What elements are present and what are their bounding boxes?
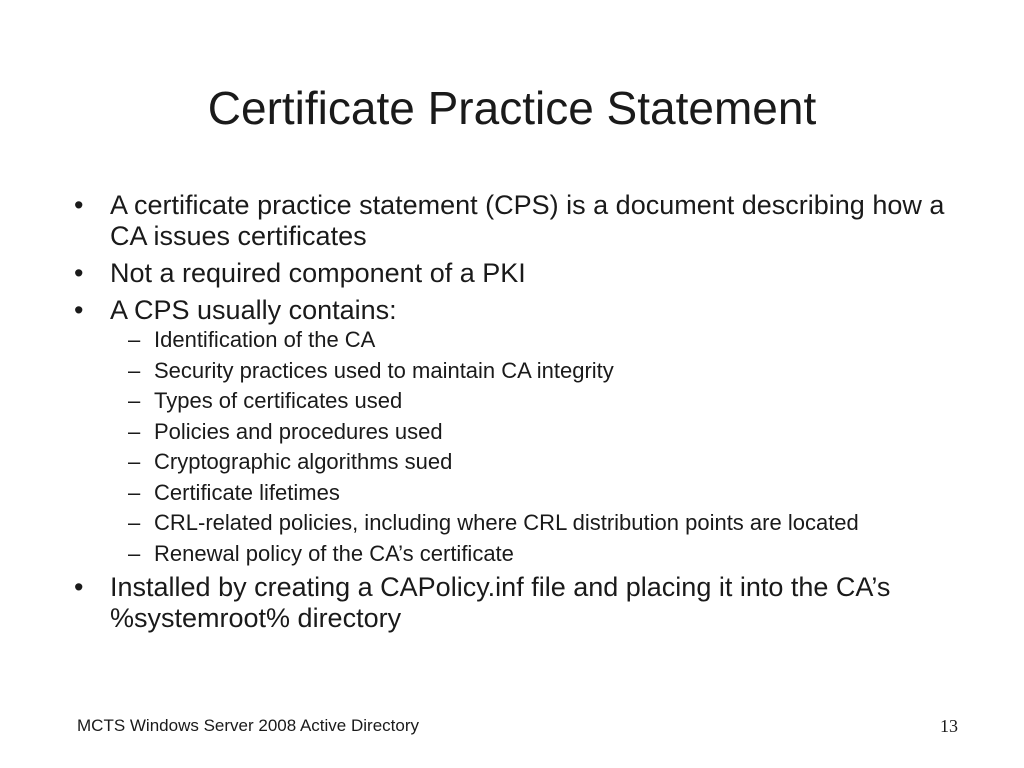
- sub-item-text: Certificate lifetimes: [154, 479, 340, 505]
- sub-item: [110, 542, 960, 566]
- sub-marker: –: [128, 449, 141, 474]
- sub-item-text: CRL-related policies, including where CRL distribution points are located: [154, 510, 859, 535]
- sub-marker: –: [128, 327, 141, 352]
- bullet-item: [70, 295, 960, 566]
- slide-title: Certificate Practice Statement: [207, 82, 817, 134]
- sub-item-text: Policies and procedures used: [154, 418, 443, 444]
- sub-marker: –: [128, 418, 141, 444]
- sub-item-text: Renewal policy of the CA’s certificate: [154, 540, 514, 566]
- bullet-marker: •: [74, 572, 84, 602]
- sub-item: [110, 450, 960, 474]
- bullet-marker: •: [74, 295, 84, 325]
- sub-marker: –: [128, 357, 141, 383]
- page-number: 13: [940, 716, 958, 736]
- sub-item-text: Identification of the CA: [154, 327, 376, 352]
- bullet-list: [70, 190, 960, 640]
- sub-item: [110, 420, 960, 444]
- sub-marker: –: [128, 540, 141, 566]
- bullet-item: [70, 258, 960, 289]
- bullet-text: Installed by creating a CAPolicy.inf file and placing it into the CA’s %systemroot% directory: [110, 572, 891, 633]
- sub-item-text: Cryptographic algorithms sued: [154, 449, 453, 474]
- sub-marker: –: [128, 479, 141, 505]
- sub-item: [110, 389, 960, 413]
- sub-item-text: Types of certificates used: [154, 388, 403, 413]
- bullet-marker: •: [74, 190, 84, 220]
- sub-marker: –: [128, 510, 141, 535]
- sub-item: [110, 511, 960, 535]
- sub-item: [110, 328, 960, 352]
- bullet-text: A CPS usually contains:: [110, 295, 397, 325]
- sub-marker: –: [128, 388, 141, 413]
- sub-list: [110, 328, 960, 566]
- sub-item: [110, 481, 960, 505]
- sub-item-text: Security practices used to maintain CA integrity: [154, 357, 614, 383]
- sub-item: [110, 359, 960, 383]
- bullet-text: A certificate practice statement (CPS) is a document describing how a CA issues certificates: [110, 190, 945, 251]
- footer-course-title: MCTS Windows Server 2008 Active Directory: [77, 716, 419, 735]
- bullet-marker: •: [74, 258, 84, 288]
- bullet-item: [70, 572, 960, 634]
- bullet-text: Not a required component of a PKI: [110, 258, 526, 288]
- bullet-item: [70, 190, 960, 252]
